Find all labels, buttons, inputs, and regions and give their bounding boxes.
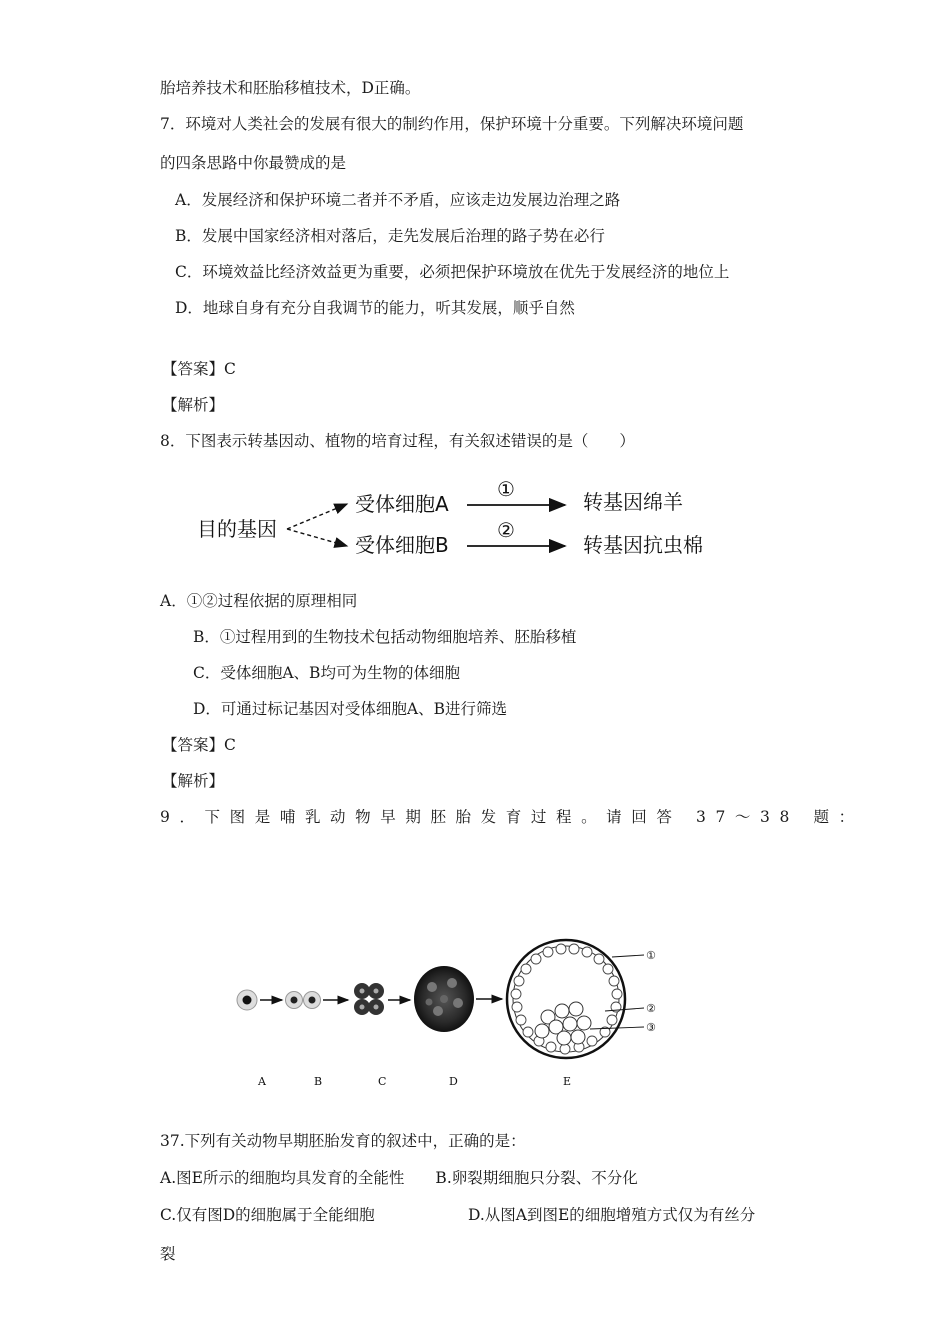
q8-option-a: A．①②过程依据的原理相同	[160, 592, 358, 610]
q7-stem-line2: 的四条思路中你最赞成的是	[160, 154, 347, 172]
q9-stem: 9．下图是哺乳动物早期胚胎发育过程。请回答 37～38 题：	[160, 808, 864, 826]
q37-options-ab: A.图E所示的细胞均具发育的全能性 B.卵裂期细胞只分裂、不分化	[160, 1169, 638, 1187]
q8-option-d: D．可通过标记基因对受体细胞A、B进行筛选	[193, 700, 508, 718]
q8-analysis: 【解析】	[162, 772, 225, 790]
q7-stem-line1: 7．环境对人类社会的发展有很大的制约作用，保护环境十分重要。下列解决环境问题	[160, 115, 744, 133]
q8-stem: 8．下图表示转基因动、植物的培育过程，有关叙述错误的是（ ）	[160, 432, 635, 450]
q8-option-b: B．①过程用到的生物技术包括动物细胞培养、胚胎移植	[193, 628, 577, 646]
q6-tail: 胎培养技术和胚胎移植技术，D正确。	[160, 79, 421, 97]
target-gene-label: 目的基因	[197, 517, 277, 541]
q37-option-d-continued: 裂	[160, 1245, 176, 1263]
q7-answer: 【答案】C	[162, 360, 236, 378]
stage-label-d: D	[449, 1075, 458, 1088]
q7-analysis: 【解析】	[162, 396, 225, 414]
q7-option-b: B．发展中国家经济相对落后，走先发展后治理的路子势在必行	[175, 227, 605, 245]
stage-d-morula	[414, 966, 474, 1032]
q7-option-d: D．地球自身有充分自我调节的能力，听其发展，顺乎自然	[175, 299, 575, 317]
marker-1: ①	[646, 949, 656, 962]
stage-label-b: B	[314, 1075, 323, 1088]
stage-label-c: C	[378, 1075, 387, 1088]
stage-e-blastocyst	[507, 940, 644, 1058]
q37-option-c: C.仅有图D的细胞属于全能细胞	[160, 1206, 375, 1224]
process-1-marker: ①	[497, 477, 515, 501]
receptor-cell-a-label: 受体细胞A	[355, 492, 449, 516]
gene-transfer-diagram	[195, 474, 735, 566]
receptor-cell-b-label: 受体细胞B	[355, 533, 449, 557]
q8-option-c: C．受体细胞A、B均可为生物的体细胞	[193, 664, 460, 682]
dashed-arrow-to-b	[287, 529, 347, 546]
process-2-marker: ②	[497, 518, 515, 542]
embryo-development-diagram	[230, 935, 670, 1095]
q37-stem: 37.下列有关动物早期胚胎发育的叙述中，正确的是：	[160, 1132, 526, 1150]
stage-c-four-cell	[354, 983, 384, 1015]
stage-a-zygote	[237, 990, 257, 1010]
marker-2: ②	[646, 1002, 656, 1015]
q37-option-d: D.从图A到图E的细胞增殖方式仅为有丝分	[468, 1206, 756, 1224]
stage-b-two-cell	[286, 992, 321, 1009]
q7-option-a: A．发展经济和保护环境二者并不矛盾，应该走边发展边治理之路	[175, 191, 621, 209]
stage-label-a: A	[258, 1075, 266, 1088]
q7-option-c: C．环境效益比经济效益更为重要，必须把保护环境放在优先于发展经济的地位上	[175, 263, 730, 281]
stage-label-e: E	[563, 1075, 572, 1088]
marker-3: ③	[646, 1021, 656, 1034]
transgenic-cotton-label: 转基因抗虫棉	[583, 533, 703, 557]
dashed-arrow-to-a	[287, 504, 347, 529]
transgenic-sheep-label: 转基因绵羊	[583, 490, 683, 514]
q8-answer: 【答案】C	[162, 736, 236, 754]
